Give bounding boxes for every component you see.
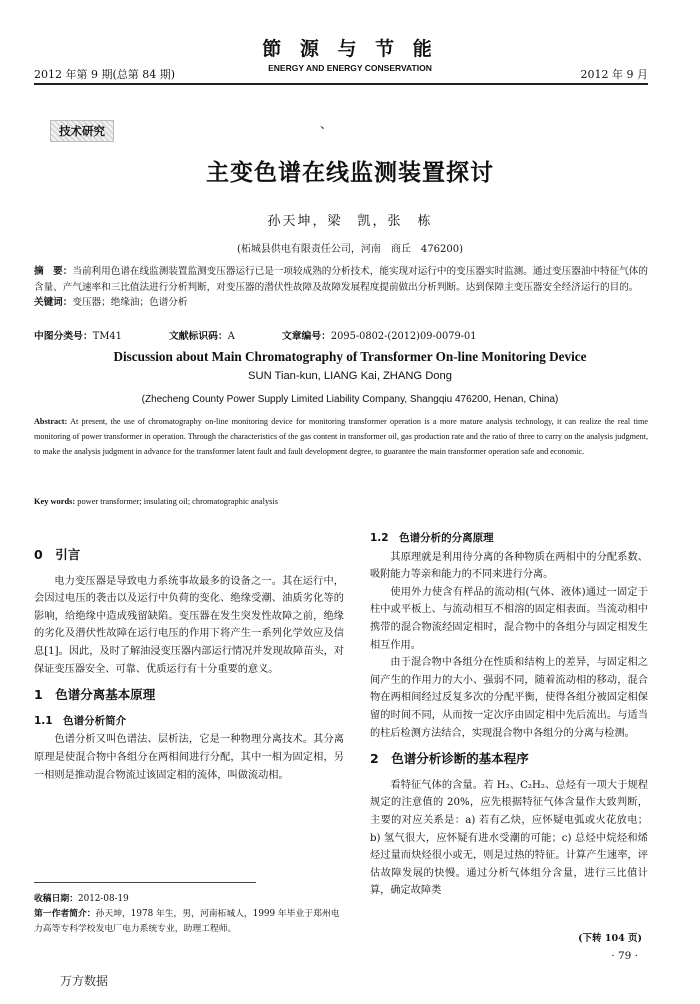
watermark: 万方数据 [60,974,109,988]
paragraph-1-2a: 其原理就是利用待分离的各种物质在两相中的分配系数、吸附能力等亲和能力的不同来进行分离。 [370,551,648,581]
affiliation-en: (Zhecheng County Power Supply Limited Liability Company, Shangqiu 476200, Henan, China) [141,394,559,405]
header-rule [34,83,648,85]
author-bio-label: 第一作者简介： [34,909,96,919]
section-heading-principle: 1 色谱分离基本原理 [34,687,156,703]
affiliation-cn: (柘城县供电有限责任公司，河南 商丘 476200) [237,244,463,255]
clc-value: TM41 [92,331,122,342]
doc-code-label: 文献标识码： [168,331,228,342]
keywords-cn-label: 关键词： [34,297,73,308]
abstract-cn-label: 摘 要： [34,266,73,277]
keywords-en: power transformer; insulating oil; chromatographic analysis [77,497,278,506]
body-left-column [34,538,344,784]
article-no-label: 文章编号： [281,331,331,342]
journal-title-en: ENERGY AND ENERGY CONSERVATION [268,63,432,73]
authors-cn: 孙天坤，梁 凯，张 栋 [267,214,433,229]
section-heading-intro: 0 引言 [34,547,81,562]
column-tag: 技术研究 [50,120,114,142]
journal-title-cn: 節 源 与 节 能 [262,38,438,60]
paragraph-1-2c: 由于混合物中各组分在性质和结构上的差异，与固定相之间产生的作用力的大小、强弱不同，随着流动相的移动，混合物在两相间经过反复多次的分配平衡，使得各组分被固定相保留的时间不同，从而按一定次序由固定相中先后流出。与适当的柱后检测方法结合，实现混合物中各组分的分离与检测。 [370,657,648,739]
issue-date: 2012 年 9 月 [580,68,648,81]
author-bio: 孙天坤，1978 年生，男，河南柘城人，1999 年毕业于郑州电力高等专科学校发电厂电力系统专业，助理工程师。 [34,909,340,934]
abstract-en [34,414,648,459]
keywords-en-label: Key words: [34,497,76,506]
section-heading-diagnosis: 2 色谱分析诊断的基本程序 [370,751,529,767]
page-number: · 79 · [611,950,638,962]
classification-line [34,328,520,342]
body-right-column [370,528,648,900]
stray-mark: 、 [320,117,333,131]
issue-info: 2012 年第 9 期(总第 84 期) [34,68,176,81]
paragraph-2: 看特征气体的含量。若 H₂、C₂H₂、总烃有一项大于规程规定的注意值的 20%，应先根据特征气体含量作大致判断，主要的对应关系是：a) 若有乙炔，应怀疑电弧或火花放电；b) 氢气很大，应怀疑有进水受潮的可能；c) 总烃中烷烃和烯烃过量而炔烃很小或无，则是过热的特征。计算产生速率，评估故障发展的快慢。通过分析气体组分含量，进行三比值计算，确定故障类 [370,779,648,897]
keywords-en-line [34,497,278,506]
abstract-cn [34,264,648,311]
authors-en: SUN Tian-kun, LIANG Kai, ZHANG Dong [248,370,452,382]
abstract-cn-text: 当前利用色谱在线监测装置监测变压器运行已是一项较成熟的分析技术，能实现对运行中的变压器实时监测。通过变压器油中特征气体的含量、产气速率和三比值法进行分析判断，对变压器的潜伏性故障及故障发展程度提前做出分析判断。达到保障主变压器安全经济运行的目的。 [34,266,648,293]
title-en: Discussion about Main Chromatography of Transformer On-line Monitoring Device [113,349,587,364]
abstract-en-text: At present, the use of chromatography on-line monitoring device for monitoring transformer operation is a more mature analysis technology, it can realize the real time monitoring of power transformer in operation. Through the characteristics of the gas content in transformer oil, gas production rate and the ratio of three to carry on the analysis judgment, to make the analysis judgment in advance for the transformer latent fault and fault development degree, to guarantee the main transformer operation safe and economic. [34,417,648,456]
doc-code-value: A [227,331,235,342]
paragraph-1-1: 色谱分析又叫色谱法、层析法，它是一种物理分离技术。其分离原理是使混合物中各组分在两相间进行分配，其中一相为固定相，另一相则是推动混合物流过该固定相的流体，叫做流动相。 [34,734,344,781]
subsection-heading-1-1: 1.1 色谱分析简介 [34,714,127,727]
received-date: 2012-08-19 [78,894,129,904]
abstract-en-label: Abstract: [34,417,68,426]
received-label: 收稿日期： [34,894,78,904]
footnote [34,892,344,937]
article-no-value: 2095-0802-(2012)09-0079-01 [330,331,477,342]
subsection-heading-1-2: 1.2 色谱分析的分离原理 [370,532,494,544]
paragraph-1-2b: 使用外力使含有样品的流动相(气体、液体)通过一固定于柱中或平板上、与流动相互不相溶的固定相表面。当流动相中携带的混合物流经固定相时，混合物中的各组分与固定相发生相互作用。 [370,586,648,651]
keywords-cn: 变压器；绝缘油；色谱分析 [72,297,188,308]
clc-label: 中图分类号： [34,331,93,342]
footnote-rule [34,882,256,883]
paragraph-intro: 电力变压器是导致电力系统事故最多的设备之一。其在运行中，会因过电压的袭击以及运行中负荷的变化、绝缘受潮、油质劣化等的影响，给绝缘中造成残留缺陷。变压器在发生突发性故障之前，绝缘的劣化及潜伏性故障在运行电压的作用下将产生一系列化学效应及信息[1]。因此，及时了解油浸变压器内部运行情况并发现故障苗头，对保证变压器安全、可靠、优质运行有十分重要的意义。 [34,575,344,675]
continued-note: (下转 104 页) [578,933,642,944]
title-cn: 主变色谱在线监测装置探讨 [206,160,494,186]
